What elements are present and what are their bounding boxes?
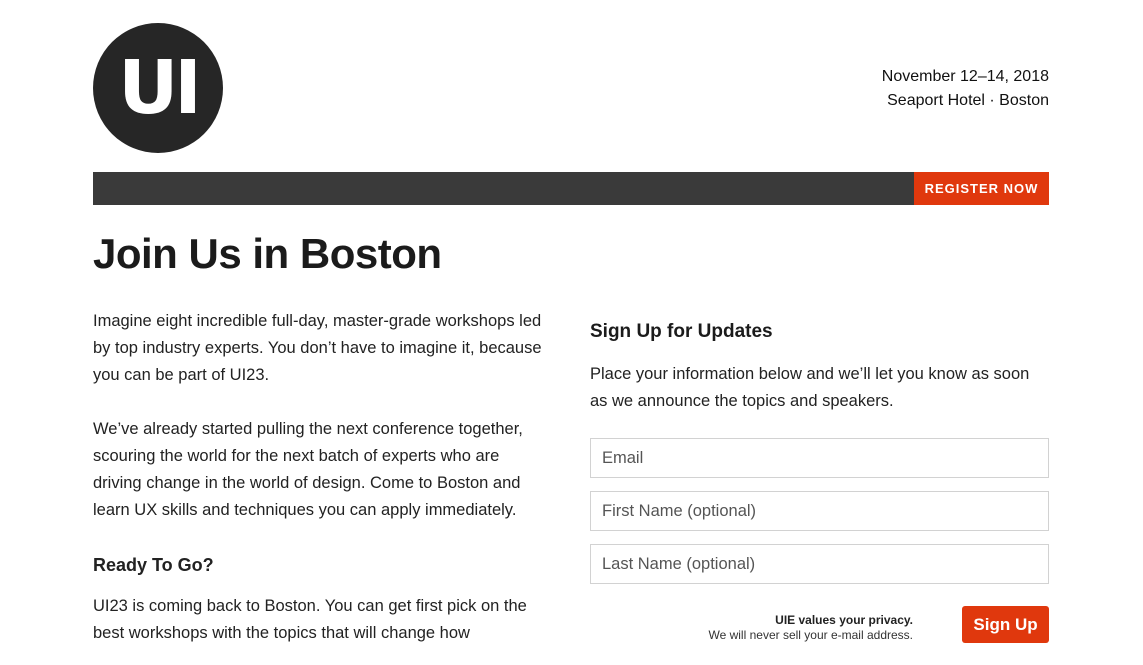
signup-section <box>590 318 1050 415</box>
register-now-button[interactable]: REGISTER NOW <box>914 172 1049 205</box>
event-info <box>882 65 1049 113</box>
privacy-text: We will never sell your e-mail address. <box>708 628 913 642</box>
privacy-notice <box>708 613 913 643</box>
second-paragraph: We’ve already started pulling the next conference together, scouring the world for the next batch of experts who are driving change in the world of design. Come to Boston and learn UX skills and techniques you can apply immediately. <box>93 420 523 519</box>
page-title: Join Us in Boston <box>93 230 442 277</box>
signup-description: Place your information below and we’ll let you know as soon as we announce the topics and speakers. <box>590 365 1030 410</box>
privacy-title: UIE values your privacy. <box>775 613 913 627</box>
signup-title: Sign Up for Updates <box>590 321 773 342</box>
event-venue: Seaport Hotel · Boston <box>887 92 1049 109</box>
intro-content <box>93 308 543 665</box>
ui-logo[interactable] <box>93 23 223 153</box>
ready-heading: Ready To Go? <box>93 555 214 575</box>
sign-up-button[interactable]: Sign Up <box>962 606 1049 643</box>
ready-paragraph: UI23 is coming back to Boston. You can get first pick on the best workshops with the topics that will change how <box>93 597 527 642</box>
email-field[interactable] <box>590 438 1049 478</box>
navigation-bar <box>93 172 1049 205</box>
logo-text: UI <box>118 45 198 131</box>
last-name-field[interactable] <box>590 544 1049 584</box>
event-dates: November 12–14, 2018 <box>881 68 1049 85</box>
intro-paragraph: Imagine eight incredible full-day, master-grade workshops led by top industry experts. You don’t have to imagine it, because you can be part of UI23. <box>93 312 542 384</box>
first-name-field[interactable] <box>590 491 1049 531</box>
